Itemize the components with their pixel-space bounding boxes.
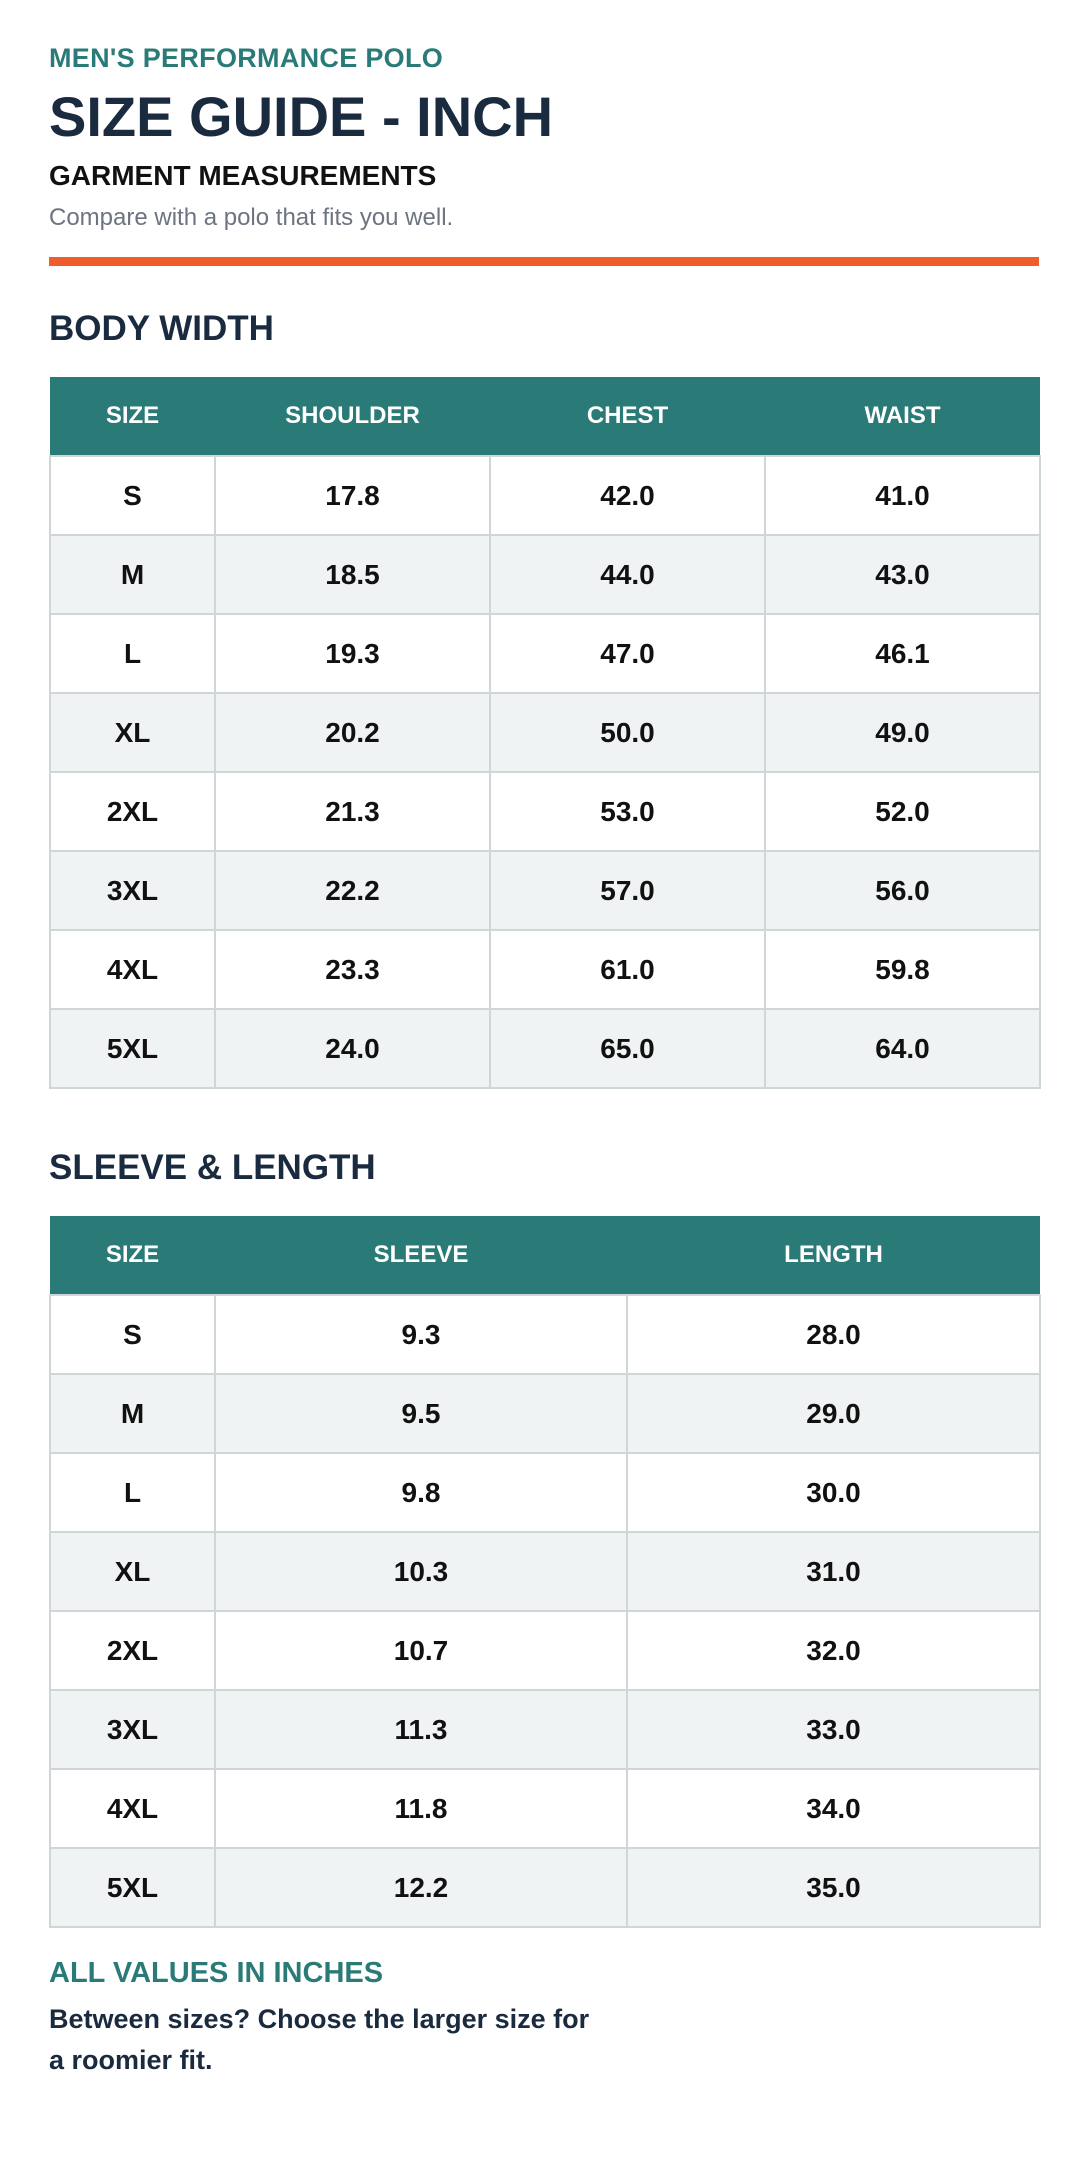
table-header-row xyxy=(50,1216,1040,1295)
fit-advice: Between sizes? Choose the larger size for a roomier fit. xyxy=(49,2004,590,2075)
column-header-waist: WAIST xyxy=(765,377,1040,456)
size-cell: L xyxy=(50,614,215,693)
table-row xyxy=(50,1769,1040,1848)
size-cell: 3XL xyxy=(50,1690,215,1769)
size-cell: 2XL xyxy=(50,772,215,851)
column-header-shoulder: SHOULDER xyxy=(215,377,490,456)
length-cell: 35.0 xyxy=(627,1848,1040,1927)
column-header-size: SIZE xyxy=(50,1216,215,1295)
shoulder-cell: 23.3 xyxy=(215,930,490,1009)
chest-cell: 61.0 xyxy=(490,930,765,1009)
fit-note: Compare with a polo that fits you well. xyxy=(49,204,454,231)
table-row xyxy=(50,1295,1040,1374)
size-cell: 4XL xyxy=(50,1769,215,1848)
table-row xyxy=(50,535,1040,614)
length-cell: 29.0 xyxy=(627,1374,1040,1453)
waist-cell: 56.0 xyxy=(765,851,1040,930)
waist-cell: 43.0 xyxy=(765,535,1040,614)
chest-cell: 65.0 xyxy=(490,1009,765,1088)
sleeve-cell: 9.8 xyxy=(215,1453,627,1532)
length-cell: 30.0 xyxy=(627,1453,1040,1532)
chest-cell: 57.0 xyxy=(490,851,765,930)
waist-cell: 52.0 xyxy=(765,772,1040,851)
table-header-row xyxy=(50,377,1040,456)
size-cell: 4XL xyxy=(50,930,215,1009)
body-width-title: BODY WIDTH xyxy=(49,309,274,348)
sleeve-cell: 9.5 xyxy=(215,1374,627,1453)
column-header-sleeve: SLEEVE xyxy=(215,1216,627,1295)
shoulder-cell: 24.0 xyxy=(215,1009,490,1088)
table-row xyxy=(50,1611,1040,1690)
sleeve-cell: 11.3 xyxy=(215,1690,627,1769)
shoulder-cell: 19.3 xyxy=(215,614,490,693)
table-row xyxy=(50,851,1040,930)
size-cell: XL xyxy=(50,693,215,772)
table-row xyxy=(50,1690,1040,1769)
waist-cell: 64.0 xyxy=(765,1009,1040,1088)
length-cell: 32.0 xyxy=(627,1611,1040,1690)
table-row xyxy=(50,930,1040,1009)
length-cell: 28.0 xyxy=(627,1295,1040,1374)
sleeve-cell: 9.3 xyxy=(215,1295,627,1374)
size-cell: XL xyxy=(50,1532,215,1611)
sleeve-length-title: SLEEVE & LENGTH xyxy=(49,1148,376,1187)
size-cell: 2XL xyxy=(50,1611,215,1690)
table-row xyxy=(50,614,1040,693)
table-row xyxy=(50,456,1040,535)
chest-cell: 44.0 xyxy=(490,535,765,614)
sleeve-cell: 10.7 xyxy=(215,1611,627,1690)
table-row xyxy=(50,1848,1040,1927)
chest-cell: 50.0 xyxy=(490,693,765,772)
table-row xyxy=(50,1374,1040,1453)
length-cell: 34.0 xyxy=(627,1769,1040,1848)
shoulder-cell: 17.8 xyxy=(215,456,490,535)
table-row xyxy=(50,1009,1040,1088)
waist-cell: 41.0 xyxy=(765,456,1040,535)
accent-divider xyxy=(49,257,1039,266)
length-cell: 33.0 xyxy=(627,1690,1040,1769)
shoulder-cell: 20.2 xyxy=(215,693,490,772)
column-header-chest: CHEST xyxy=(490,377,765,456)
size-cell: 5XL xyxy=(50,1009,215,1088)
shoulder-cell: 18.5 xyxy=(215,535,490,614)
page-subtitle: GARMENT MEASUREMENTS xyxy=(49,160,437,191)
length-cell: 31.0 xyxy=(627,1532,1040,1611)
chest-cell: 47.0 xyxy=(490,614,765,693)
size-cell: S xyxy=(50,456,215,535)
waist-cell: 59.8 xyxy=(765,930,1040,1009)
waist-cell: 49.0 xyxy=(765,693,1040,772)
sleeve-length-table xyxy=(49,1216,1041,1928)
table-row xyxy=(50,1453,1040,1532)
sleeve-cell: 11.8 xyxy=(215,1769,627,1848)
sleeve-cell: 10.3 xyxy=(215,1532,627,1611)
chest-cell: 53.0 xyxy=(490,772,765,851)
size-cell: L xyxy=(50,1453,215,1532)
shoulder-cell: 22.2 xyxy=(215,851,490,930)
column-header-length: LENGTH xyxy=(627,1216,1040,1295)
product-name: MEN'S PERFORMANCE POLO xyxy=(49,43,444,73)
size-cell: S xyxy=(50,1295,215,1374)
table-row xyxy=(50,693,1040,772)
size-cell: 5XL xyxy=(50,1848,215,1927)
shoulder-cell: 21.3 xyxy=(215,772,490,851)
size-cell: M xyxy=(50,1374,215,1453)
column-header-size: SIZE xyxy=(50,377,215,456)
table-row xyxy=(50,1532,1040,1611)
page-title: SIZE GUIDE - INCH xyxy=(49,85,554,148)
chest-cell: 42.0 xyxy=(490,456,765,535)
table-row xyxy=(50,772,1040,851)
size-cell: M xyxy=(50,535,215,614)
sleeve-cell: 12.2 xyxy=(215,1848,627,1927)
units-note: ALL VALUES IN INCHES xyxy=(49,1957,384,1989)
waist-cell: 46.1 xyxy=(765,614,1040,693)
size-cell: 3XL xyxy=(50,851,215,930)
body-width-table xyxy=(49,377,1041,1089)
